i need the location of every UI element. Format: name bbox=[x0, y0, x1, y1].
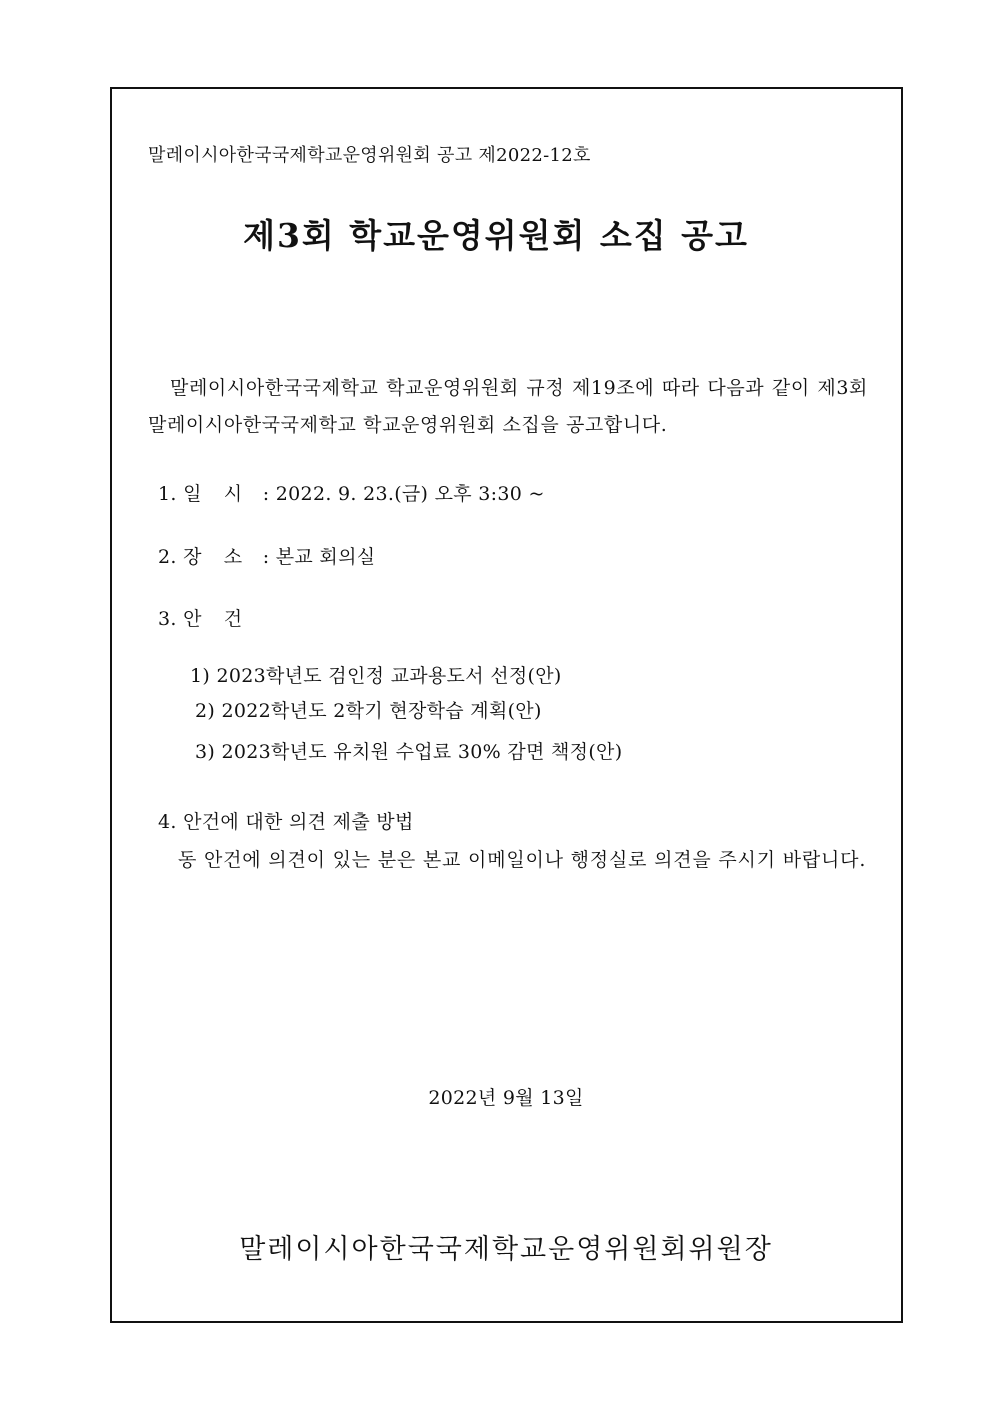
item-opinion-heading: 4. 안건에 대한 의견 제출 방법 bbox=[158, 811, 414, 833]
item-place bbox=[158, 545, 375, 569]
signature: 말레이시아한국국제학교운영위원회위원장 bbox=[239, 1234, 773, 1265]
agenda-entry: 2) 2022학년도 2학기 현장학습 계획(안) bbox=[195, 700, 542, 722]
item-number: 1. bbox=[158, 483, 177, 505]
item-value: : 본교 회의실 bbox=[262, 546, 376, 568]
item-agenda bbox=[158, 607, 242, 631]
intro-paragraph: 말레이시아한국국제학교 학교운영위원회 규정 제19조에 따라 다음과 같이 제3회 말레이시아한국국제학교 학교운영위원회 소집을 공고합니다. bbox=[148, 377, 868, 436]
item-label-char: 소 bbox=[223, 546, 243, 568]
item-label-char: 장 bbox=[183, 546, 202, 568]
item-label-char: 건 bbox=[223, 608, 243, 630]
notice-number: 말레이시아한국국제학교운영위원회 공고 제2022-12호 bbox=[148, 145, 591, 166]
item-label-char: 일 bbox=[183, 483, 202, 505]
item-value: : 2022. 9. 23.(금) 오후 3:30 ~ bbox=[262, 483, 545, 505]
agenda-entry: 1) 2023학년도 검인정 교과용도서 선정(안) bbox=[190, 665, 562, 687]
item-datetime bbox=[158, 482, 545, 506]
item-number: 3. bbox=[158, 608, 177, 630]
item-label-char: 안 bbox=[183, 608, 202, 630]
item-number: 2. bbox=[158, 546, 177, 568]
document-title: 제3회 학교운영위원회 소집 공고 bbox=[243, 216, 749, 255]
notice-date: 2022년 9월 13일 bbox=[428, 1087, 584, 1109]
item-label-char: 시 bbox=[223, 483, 243, 505]
agenda-entry: 3) 2023학년도 유치원 수업료 30% 감면 책정(안) bbox=[195, 741, 623, 763]
item-opinion-body: 동 안건에 의견이 있는 분은 본교 이메일이나 행정실로 의견을 주시기 바랍니다. bbox=[178, 849, 867, 871]
